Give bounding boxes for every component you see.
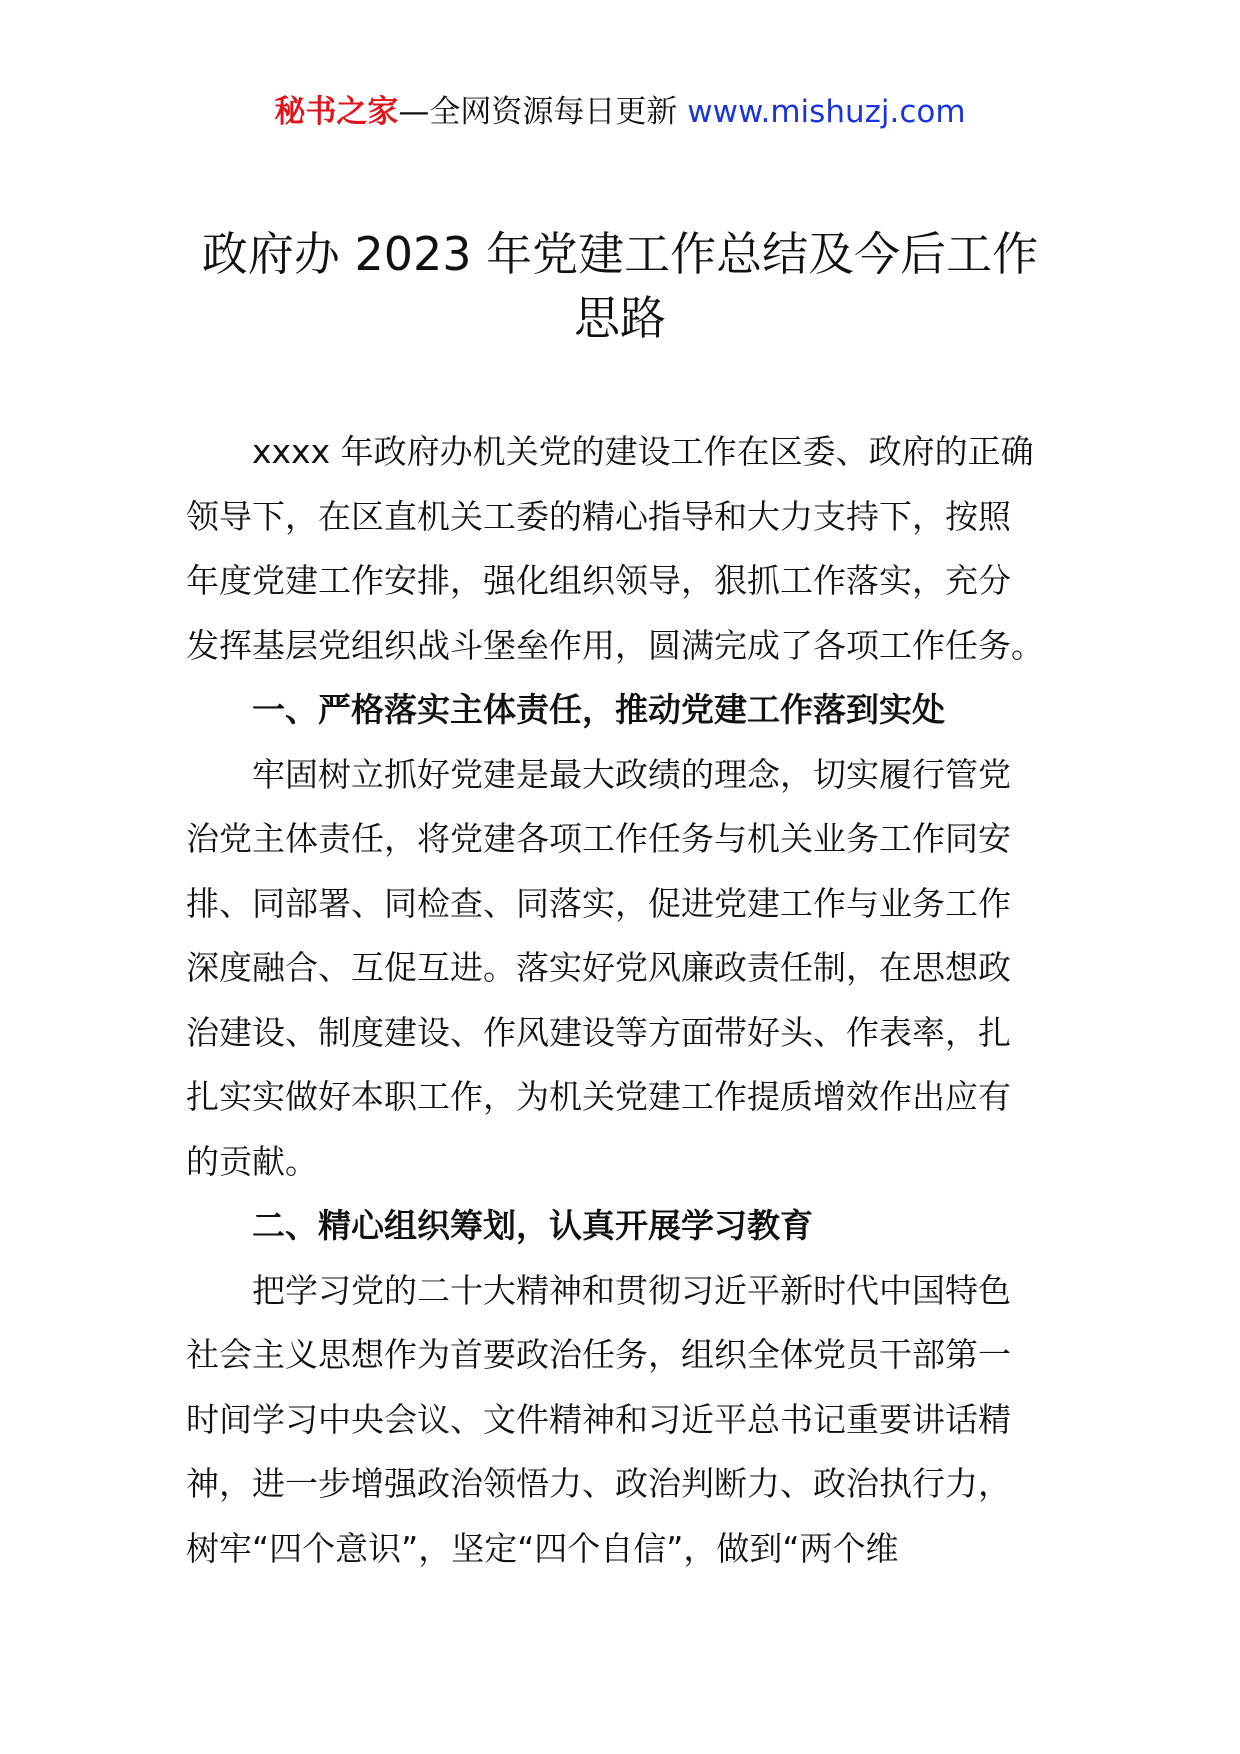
text-line: 领导下，在区直机关工委的精心指导和大力支持下，按照 xyxy=(186,496,1011,536)
text-line: 排、同部署、同检查、同落实，促进党建工作与业务工作 xyxy=(186,883,1011,923)
section-heading-text: 二、精心组织筹划，认真开展学习教育 xyxy=(252,1206,813,1245)
section-heading-2 xyxy=(186,1194,1056,1259)
text-line: 深度融合、互促互进。落实好党风廉政责任制，在思想政 xyxy=(186,948,1011,987)
document-title-line-2: 思路 xyxy=(574,291,666,345)
text-line: 的贡献。 xyxy=(186,1141,318,1181)
paragraph-section-2 xyxy=(186,1259,1056,1582)
text-line: 时间学习中央会议、文件精神和习近平总书记重要讲话精 xyxy=(186,1399,1011,1439)
site-tagline: —全网资源每日更新 xyxy=(398,94,678,130)
document-title-line-1: 政府办 2023 年党建工作总结及今后工作 xyxy=(201,227,1039,281)
text-line: 治党主体责任，将党建各项工作任务与机关业务工作同安 xyxy=(186,819,1011,858)
section-heading-text: 一、严格落实主体责任，推动党建工作落到实处 xyxy=(252,690,945,729)
document-title xyxy=(0,222,1240,350)
text-line: 牢固树立抓好党建是最大政绩的理念，切实履行管党 xyxy=(252,754,1011,794)
paragraph-intro xyxy=(186,420,1056,678)
text-line: 社会主义思想作为首要政治任务，组织全体党员干部第一 xyxy=(186,1335,1011,1374)
text-line: 治建设、制度建设、作风建设等方面带好头、作表率，扎 xyxy=(186,1012,1011,1052)
section-heading-1 xyxy=(186,678,1056,743)
text-line: 发挥基层党组织战斗堡垒作用，圆满完成了各项工作任务。 xyxy=(186,625,1044,665)
text-line: xxxx 年政府办机关党的建设工作在区委、政府的正确 xyxy=(252,432,1034,471)
text-line: 把学习党的二十大精神和贯彻习近平新时代中国特色 xyxy=(252,1270,1011,1310)
text-line: 扎实实做好本职工作，为机关党建工作提质增效作出应有 xyxy=(186,1077,1011,1116)
paragraph-section-1 xyxy=(186,743,1056,1195)
site-brand: 秘书之家 xyxy=(274,94,399,130)
document-body xyxy=(186,420,1056,1581)
text-line: 神，进一步增强政治领悟力、政治判断力、政治执行力， xyxy=(186,1464,1011,1503)
text-line: 树牢“四个意识”，坚定“四个自信”，做到“两个维 xyxy=(186,1528,899,1568)
site-url-link[interactable]: www.mishuzj.com xyxy=(687,94,966,130)
text-line: 年度党建工作安排，强化组织领导，狠抓工作落实，充分 xyxy=(186,561,1011,600)
site-header xyxy=(0,92,1240,132)
